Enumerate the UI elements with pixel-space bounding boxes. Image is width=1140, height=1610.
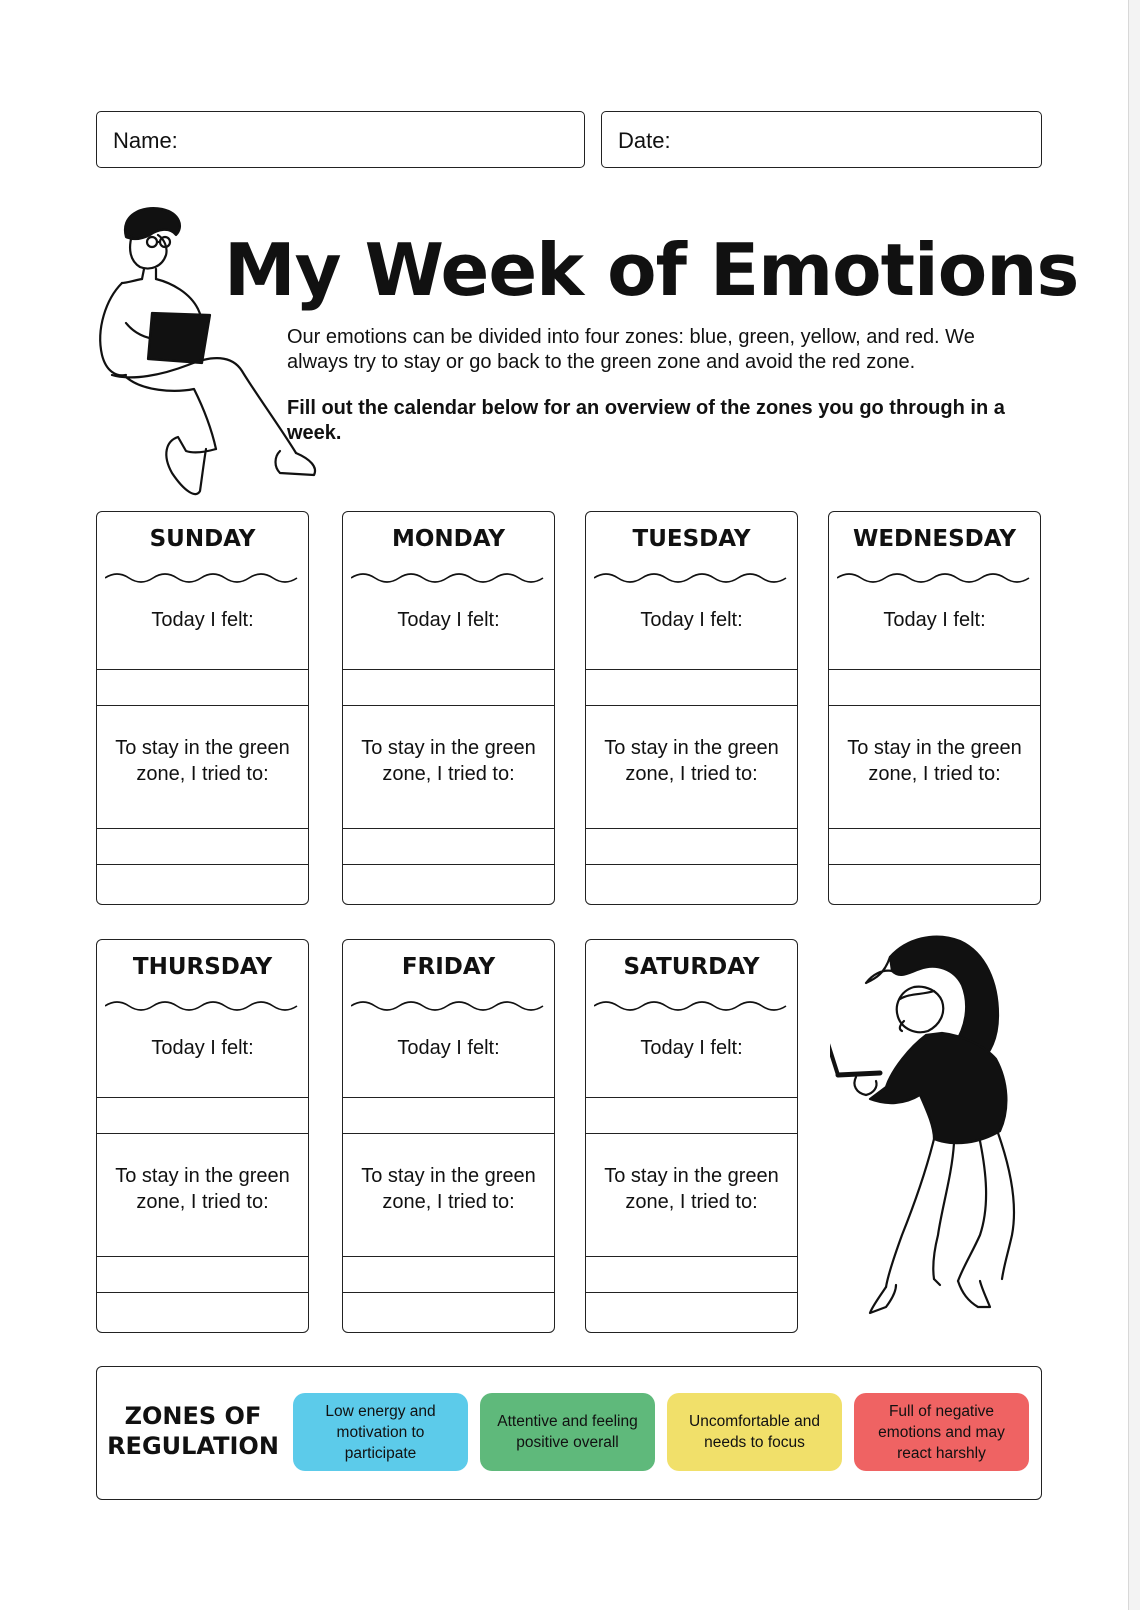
zone-yellow bbox=[667, 1393, 842, 1471]
divider bbox=[586, 1133, 797, 1134]
divider bbox=[343, 828, 554, 829]
day-card-saturday bbox=[585, 939, 798, 1333]
zone-red bbox=[854, 1393, 1029, 1471]
divider bbox=[97, 705, 308, 706]
day-card-tuesday bbox=[585, 511, 798, 905]
day-card-sunday bbox=[96, 511, 309, 905]
divider bbox=[586, 1097, 797, 1098]
zone-green bbox=[480, 1393, 655, 1471]
day-card-wednesday bbox=[828, 511, 1041, 905]
zone-green-text: Attentive and feeling positive overall bbox=[497, 1413, 638, 1451]
intro-text: Our emotions can be divided into four zones: blue, green, yellow, and red. We always try to stay or go back to the green zone and avoid the red zone. bbox=[287, 326, 975, 373]
zone-red-text: Full of negative emotions and may react harshly bbox=[878, 1402, 1005, 1462]
instruction-text: Fill out the calendar below for an overview of the zones you go through in a week. bbox=[287, 397, 1005, 444]
zone-blue bbox=[293, 1393, 468, 1471]
divider bbox=[586, 828, 797, 829]
name-label: Name: bbox=[113, 128, 178, 153]
today-felt-label: Today I felt: bbox=[151, 609, 254, 631]
divider bbox=[97, 864, 308, 865]
day-name: MONDAY bbox=[391, 526, 506, 552]
divider bbox=[97, 1133, 308, 1134]
day-name: FRIDAY bbox=[401, 954, 496, 980]
green-zone-tried-label: To stay in the green zone, I tried to: bbox=[604, 737, 779, 785]
divider bbox=[343, 864, 554, 865]
divider bbox=[97, 669, 308, 670]
page-edge bbox=[1128, 0, 1140, 1610]
green-zone-tried-label: To stay in the green zone, I tried to: bbox=[115, 1165, 290, 1213]
name-field[interactable] bbox=[96, 111, 585, 168]
divider bbox=[343, 1133, 554, 1134]
green-zone-tried-label: To stay in the green zone, I tried to: bbox=[361, 737, 536, 785]
divider bbox=[343, 1256, 554, 1257]
date-label: Date: bbox=[618, 128, 671, 153]
green-zone-tried-label: To stay in the green zone, I tried to: bbox=[115, 737, 290, 785]
divider bbox=[829, 864, 1040, 865]
divider bbox=[586, 1256, 797, 1257]
today-felt-label: Today I felt: bbox=[397, 1037, 500, 1059]
divider bbox=[829, 669, 1040, 670]
wave-divider bbox=[105, 998, 302, 1014]
today-felt-label: Today I felt: bbox=[640, 1037, 743, 1059]
divider bbox=[586, 1292, 797, 1293]
divider bbox=[97, 828, 308, 829]
divider bbox=[343, 705, 554, 706]
today-felt-label: Today I felt: bbox=[397, 609, 500, 631]
divider bbox=[586, 669, 797, 670]
divider bbox=[586, 705, 797, 706]
zone-blue-text: Low energy and motivation to participate bbox=[325, 1402, 436, 1462]
divider bbox=[343, 1097, 554, 1098]
divider bbox=[343, 1292, 554, 1293]
divider bbox=[97, 1292, 308, 1293]
divider bbox=[97, 1097, 308, 1098]
divider bbox=[829, 828, 1040, 829]
person-stretching-with-laptop-illustration bbox=[830, 935, 1045, 1335]
divider bbox=[586, 864, 797, 865]
wave-divider bbox=[351, 570, 548, 586]
green-zone-tried-label: To stay in the green zone, I tried to: bbox=[847, 737, 1022, 785]
day-card-friday bbox=[342, 939, 555, 1333]
zones-of-regulation-legend bbox=[96, 1366, 1042, 1500]
today-felt-label: Today I felt: bbox=[151, 1037, 254, 1059]
day-card-monday bbox=[342, 511, 555, 905]
wave-divider bbox=[105, 570, 302, 586]
date-field[interactable] bbox=[601, 111, 1042, 168]
wave-divider bbox=[351, 998, 548, 1014]
zone-yellow-text: Uncomfortable and needs to focus bbox=[689, 1413, 820, 1451]
day-name: THURSDAY bbox=[132, 954, 273, 980]
divider bbox=[97, 1256, 308, 1257]
green-zone-tried-label: To stay in the green zone, I tried to: bbox=[604, 1165, 779, 1213]
day-card-thursday bbox=[96, 939, 309, 1333]
day-name: TUESDAY bbox=[632, 526, 751, 552]
day-name: SUNDAY bbox=[149, 526, 256, 552]
day-name: SATURDAY bbox=[623, 954, 760, 980]
green-zone-tried-label: To stay in the green zone, I tried to: bbox=[361, 1165, 536, 1213]
divider bbox=[343, 669, 554, 670]
zones-title: ZONES OF REGULATION bbox=[107, 1402, 279, 1460]
page-title: My Week of Emotions bbox=[224, 228, 1079, 312]
wave-divider bbox=[837, 570, 1034, 586]
day-name: WEDNESDAY bbox=[852, 526, 1017, 552]
wave-divider bbox=[594, 570, 791, 586]
today-felt-label: Today I felt: bbox=[883, 609, 986, 631]
wave-divider bbox=[594, 998, 791, 1014]
divider bbox=[829, 705, 1040, 706]
today-felt-label: Today I felt: bbox=[640, 609, 743, 631]
